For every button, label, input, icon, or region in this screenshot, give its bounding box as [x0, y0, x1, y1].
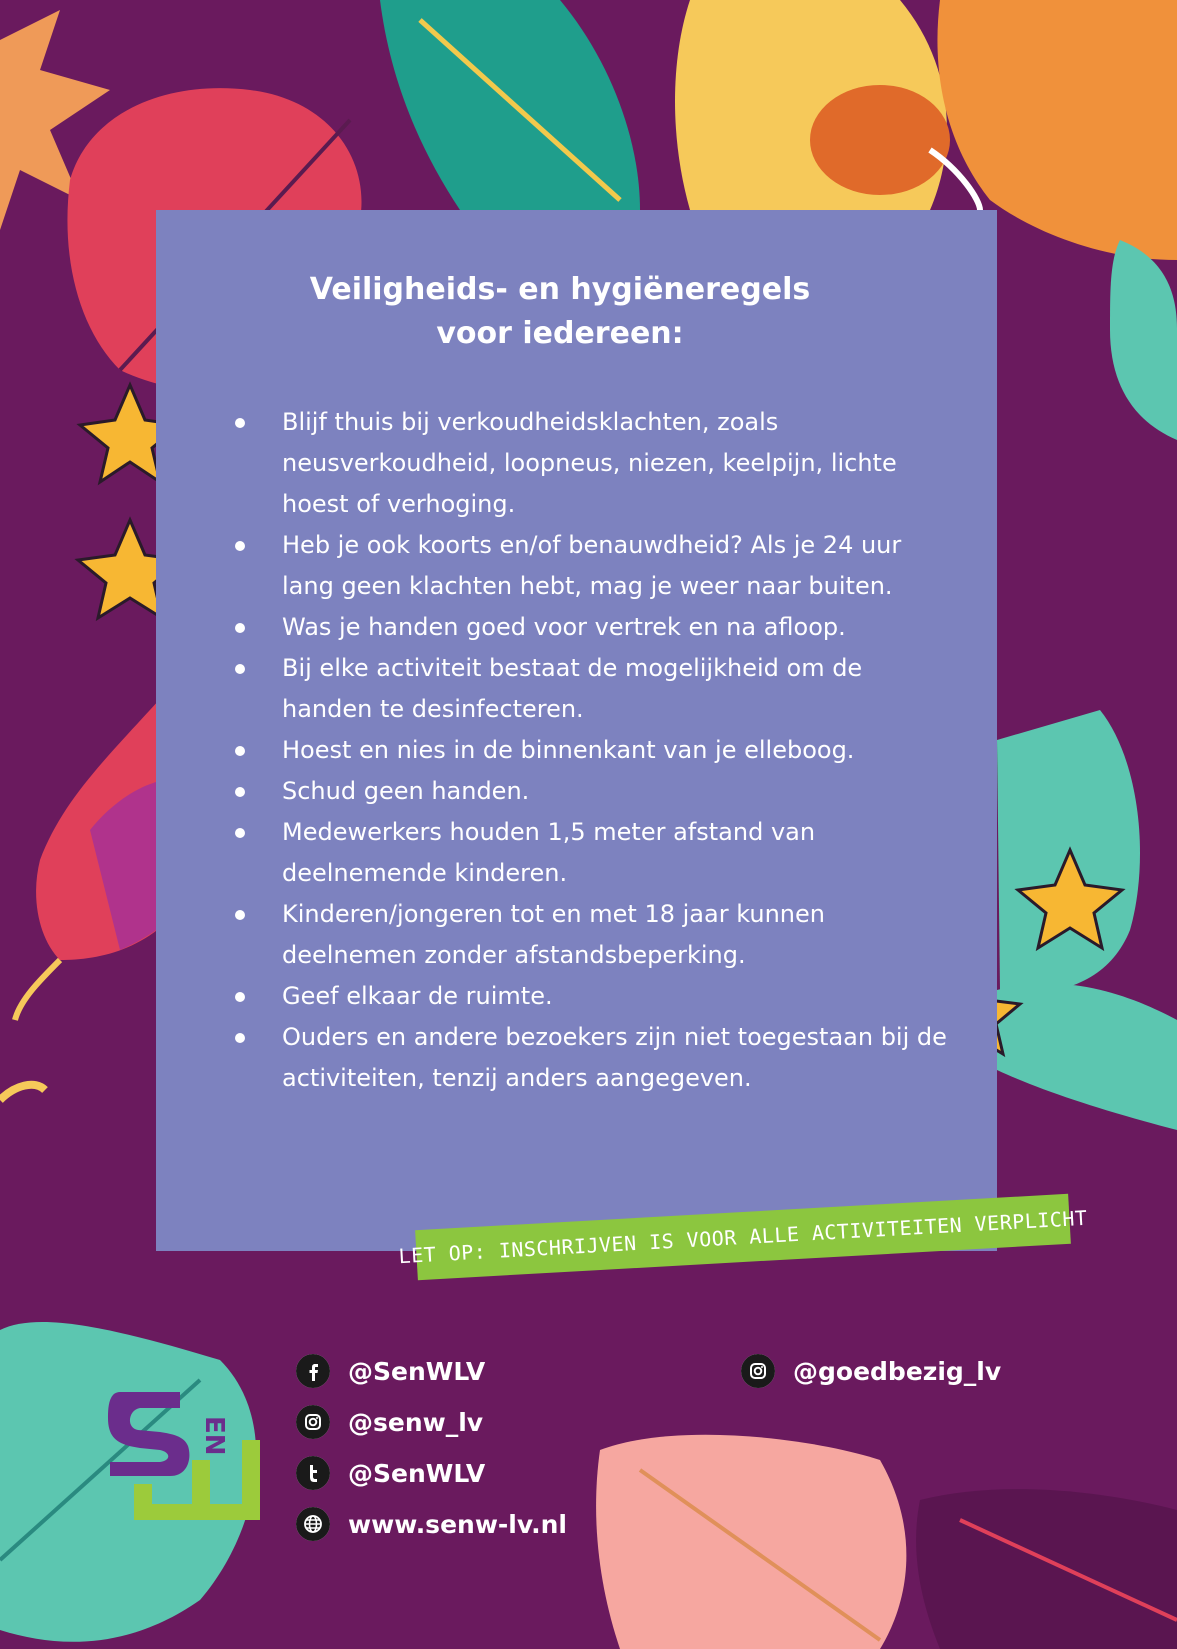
rule-text: Bij elke activiteit bestaat de mogelijkheid om de handen te desinfecteren. [282, 654, 863, 723]
rules-list [230, 402, 950, 1099]
instagram-handle-2[interactable] [741, 1354, 1001, 1388]
bullet-icon [235, 541, 245, 551]
bullet-icon [235, 828, 245, 838]
facebook-icon [296, 1354, 330, 1388]
page-title [0, 268, 1120, 356]
rule-text: Schud geen handen. [282, 777, 530, 805]
instagram-icon [741, 1354, 775, 1388]
rule-text: Kinderen/jongeren tot en met 18 jaar kunnen deelnemen zonder afstandsbeperking. [282, 900, 825, 969]
instagram-handle[interactable] [296, 1405, 483, 1439]
senw-logo [100, 1380, 280, 1530]
rule-item [230, 976, 950, 1017]
rule-item [230, 402, 950, 525]
rule-text: Heb je ook koorts en/of benauwdheid? Als je 24 uur lang geen klachten hebt, mag je weer naar buiten. [282, 531, 902, 600]
rule-item [230, 812, 950, 894]
rule-text: Was je handen goed voor vertrek en na afloop. [282, 613, 846, 641]
rule-item [230, 771, 950, 812]
twitter-handle[interactable] [296, 1456, 485, 1490]
bullet-icon [235, 664, 245, 674]
instagram-label: @senw_lv [348, 1407, 484, 1437]
rule-item [230, 648, 950, 730]
instagram-label-2: @goedbezig_lv [793, 1356, 1002, 1386]
svg-text:EN: EN [199, 1416, 229, 1456]
rule-item [230, 730, 950, 771]
website-label: www.senw-lv.nl [348, 1509, 567, 1539]
facebook-label: @SenWLV [348, 1356, 486, 1386]
title-line-1: Veiligheids- en hygiëneregels [309, 272, 811, 307]
bullet-icon [235, 623, 245, 633]
bullet-icon [235, 787, 245, 797]
facebook-handle[interactable] [296, 1354, 485, 1388]
bullet-icon [235, 746, 245, 756]
rule-item [230, 1017, 950, 1099]
rule-item [230, 525, 950, 607]
rule-text: Ouders en andere bezoekers zijn niet toegestaan bij de activiteiten, tenzij anders aangegeven. [282, 1023, 947, 1092]
rule-item [230, 894, 950, 976]
rule-text: Blijf thuis bij verkoudheidsklachten, zoals neusverkoudheid, loopneus, niezen, keelpijn, lichte hoest of verhoging. [282, 408, 897, 518]
rule-item [230, 607, 950, 648]
bullet-icon [235, 992, 245, 1002]
globe-icon [296, 1507, 330, 1541]
title-line-2: voor iedereen: [436, 316, 684, 351]
bullet-icon [235, 1033, 245, 1043]
banner-text: LET OP: INSCHRIJVEN IS VOOR ALLE ACTIVITEITEN VERPLICHT [397, 1205, 1089, 1269]
rule-text: Hoest en nies in de binnenkant van je elleboog. [282, 736, 855, 764]
rule-text: Medewerkers houden 1,5 meter afstand van deelnemende kinderen. [282, 818, 816, 887]
instagram-icon [296, 1405, 330, 1439]
bullet-icon [235, 910, 245, 920]
rule-text: Geef elkaar de ruimte. [282, 982, 553, 1010]
website-link[interactable] [296, 1507, 567, 1541]
twitter-label: @SenWLV [348, 1458, 486, 1488]
twitter-icon [296, 1456, 330, 1490]
bullet-icon [235, 418, 245, 428]
